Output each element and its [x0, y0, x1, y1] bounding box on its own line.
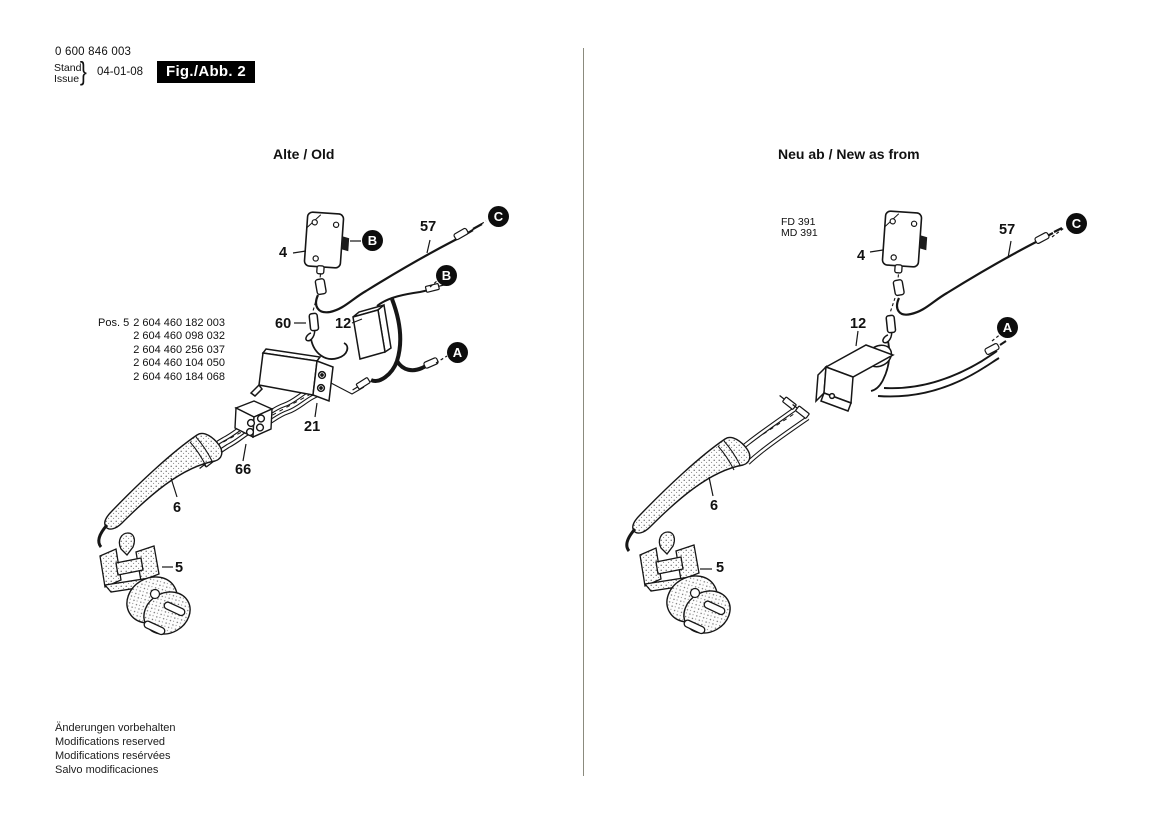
callout-21-old: 21: [304, 419, 321, 435]
callout-6-new: 6: [710, 498, 719, 514]
model-codes: [781, 217, 818, 239]
mains-plug-part5-new: [640, 532, 738, 641]
callout-66-old: 66: [235, 462, 252, 478]
pos5-part-number-list: [98, 317, 225, 384]
terminal-block-part66-old: [235, 401, 272, 437]
marker-c-cable-old: C: [488, 206, 509, 227]
new-panel-title: Neu ab / New as from: [778, 146, 920, 162]
microswitch-part4-old: [304, 212, 351, 276]
marker-a-cable-old: A: [447, 342, 468, 363]
issue-label: Issue: [54, 73, 80, 85]
old-panel-title: Alte / Old: [273, 146, 335, 162]
callout-57-new: 57: [999, 222, 1016, 238]
cable-connector-new: [893, 279, 904, 295]
marker-b-connector-old: B: [436, 265, 457, 286]
notice-line-de: Änderungen vorbehalten: [55, 722, 176, 734]
new-assembly: [627, 211, 1064, 642]
figure-label: Fig./Abb. 2: [157, 61, 255, 83]
cable-connector-old: [315, 278, 326, 294]
marker-b-switch-old: B: [362, 230, 383, 251]
model-code-md: MD 391: [781, 227, 818, 239]
callout-4-old: 4: [279, 245, 288, 261]
part-number: 2 604 460 184 068: [133, 370, 225, 383]
stand-issue-block: [54, 63, 81, 85]
cable-a-new: [878, 341, 1006, 396]
marker-c-cable-new: C: [1066, 213, 1087, 234]
callout-12-old: 12: [335, 316, 352, 332]
leader-lines-new: [700, 228, 1064, 569]
part-number: 2 604 460 256 037: [133, 343, 225, 356]
mains-plug-part5-old: [100, 533, 198, 642]
model-code-fd: FD 391: [781, 216, 816, 228]
callout-4-new: 4: [857, 248, 866, 264]
callout-12-new: 12: [850, 316, 867, 332]
marker-a-cable-new: A: [997, 317, 1018, 338]
part-number: 2 604 460 182 003: [133, 317, 225, 329]
switch-block-part21-old: [251, 349, 333, 401]
part-number: 2 604 460 098 032: [133, 330, 225, 343]
order-number: 0 600 846 003: [55, 46, 132, 58]
callout-6-old: 6: [173, 500, 182, 516]
old-assembly: [99, 212, 486, 643]
suppressor-bracket-part12-new: [816, 341, 895, 411]
panel-divider: [583, 48, 584, 776]
cord-sleeve-part6-new: [627, 437, 750, 551]
pos-prefix: Pos. 5: [98, 317, 130, 329]
issue-date: 04-01-08: [97, 66, 144, 78]
brace-glyph: }: [79, 56, 87, 86]
notice-line-en: Modifications reserved: [55, 736, 166, 748]
callout-5-new: 5: [716, 560, 725, 576]
cord-sleeve-part6-old: [99, 433, 222, 547]
notice-line-fr: Modifications resérvées: [55, 750, 171, 762]
part-number: 2 604 460 104 050: [133, 357, 225, 370]
microswitch-part4-new: [882, 211, 929, 275]
callout-60-old: 60: [275, 316, 292, 332]
modifications-notice: [55, 721, 175, 777]
callout-5-old: 5: [175, 560, 184, 576]
clip-part60-old: [303, 313, 319, 341]
callout-57-old: 57: [420, 219, 437, 235]
notice-line-es: Salvo modificaciones: [55, 764, 159, 776]
clip-new: [880, 315, 896, 343]
wire-connector-b-old: [377, 282, 445, 306]
suppressor-part12-old: [353, 305, 391, 359]
stand-label: Stand: [54, 62, 82, 74]
